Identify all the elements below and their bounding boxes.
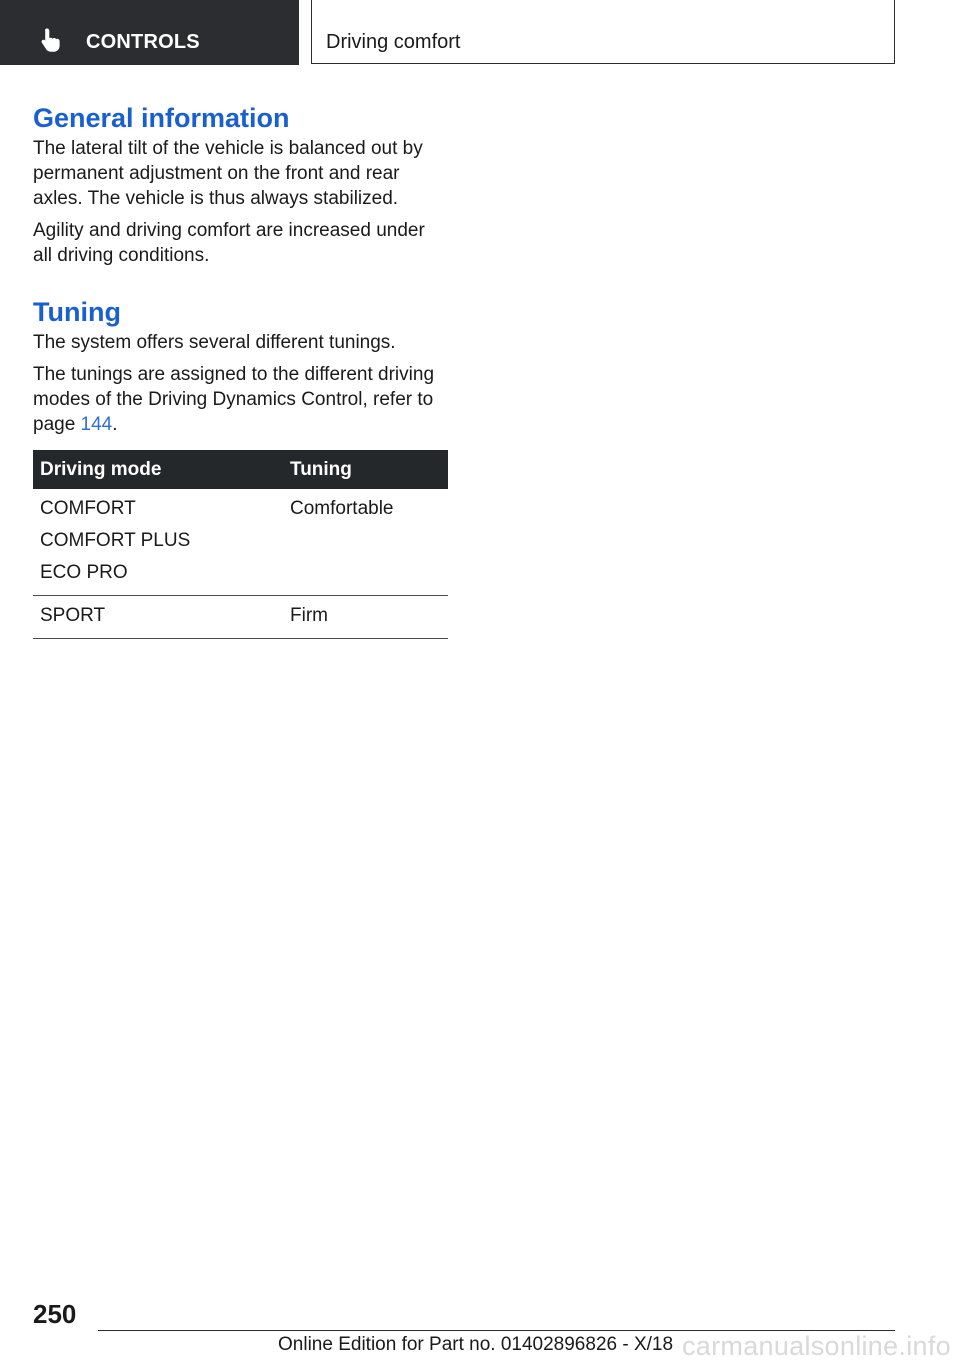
watermark: carmanualsonline.info	[682, 1331, 951, 1361]
page-reference-link[interactable]: 144	[80, 414, 113, 435]
driving-mode-cell	[33, 596, 283, 639]
driving-mode-value: ECO PRO	[40, 562, 128, 583]
tuning-cell	[283, 596, 448, 639]
table-row	[33, 596, 448, 639]
driving-mode-cell	[33, 489, 283, 596]
tuning-table	[33, 450, 448, 639]
tuning-heading: Tuning	[33, 297, 121, 327]
chapter-header	[311, 0, 895, 64]
general-paragraph-1: The lateral tilt of the vehicle is balanced out by permanent adjustment on the front and rear axles. The vehicle is thus always stabilized.	[33, 138, 423, 209]
driving-mode-value: SPORT	[40, 605, 106, 626]
edition-text: Online Edition for Part no. 01402896826 - X/18	[278, 1334, 674, 1355]
tuning-value: Comfortable	[290, 498, 394, 519]
tuning-value: Firm	[290, 605, 328, 626]
table-row	[33, 489, 448, 596]
column-header-driving-mode: Driving mode	[33, 450, 283, 489]
tuning-cell	[283, 489, 448, 596]
column-header-tuning: Tuning	[283, 450, 448, 489]
driving-mode-value: COMFORT PLUS	[40, 530, 191, 551]
tuning-paragraph-2-suffix: .	[112, 414, 118, 435]
driving-mode-value: COMFORT	[40, 498, 136, 519]
main-content	[33, 100, 449, 639]
tuning-paragraph-2	[33, 362, 449, 437]
tuning-paragraph-2-text: The tunings are assigned to the different driving modes of the Driving Dynamics Control, refer to page	[33, 364, 435, 435]
tuning-paragraph-1: The system offers several different tunings.	[33, 332, 396, 353]
table-header-row	[33, 450, 448, 489]
general-paragraph-2: Agility and driving comfort are increased under all driving conditions.	[33, 220, 425, 266]
section-tab	[0, 0, 299, 65]
hand-pointer-icon	[38, 26, 66, 54]
page-number: 250	[33, 1299, 77, 1329]
chapter-title: Driving comfort	[326, 31, 461, 53]
section-label: CONTROLS	[86, 31, 200, 53]
general-information-heading: General information	[33, 103, 290, 133]
